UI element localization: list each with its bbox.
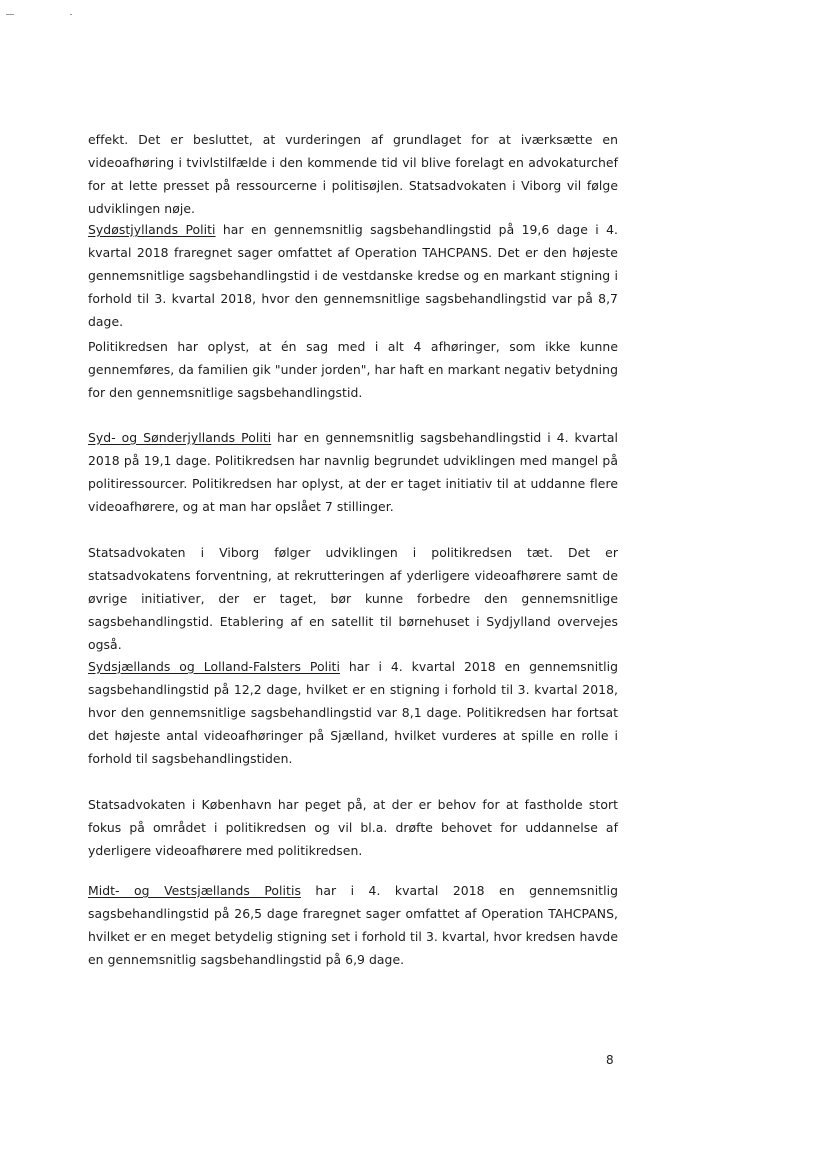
paragraph-syd-og-sonderjyllands-politi <box>88 426 618 518</box>
paragraph-sydostjyllands-politi <box>88 218 618 333</box>
paragraph-statsadvokaten-kobenhavn <box>88 793 618 862</box>
paragraph-text: Statsadvokaten i København har peget på, at der er behov for at fastholde stort fokus på området i politikredsen og vil bl.a. drøfte behovet for uddannelse af yderligere videoafhørere med politikredsen. <box>88 797 618 858</box>
paragraph-midt-og-vestsjaellands-politi <box>88 879 618 971</box>
paragraph-video-interview-assessment <box>88 128 618 220</box>
paragraph-text: har en gennemsnitlig sagsbehandlingstid på 19,6 dage i 4. kvartal 2018 fraregnet sager omfattet af Operation TAHCPANS. Det er den højeste gennemsnitlige sagsbehandlingstid i de vestdanske kredse og en markant stigning i forhold til 3. kvartal 2018, hvor den gennemsnitlige sagsbehandlingstid var på 8,7 dage. <box>88 222 618 329</box>
paragraph-text: Statsadvokaten i Viborg følger udviklingen i politikredsen tæt. Det er statsadvokatens forventning, at rekrutteringen af yderligere videoafhørere samt de øvrige initiativer, der er taget, bør kunne forbedre den gennemsnitlige sagsbehandlingstid. Etablering af en satellit til børnehuset i Sydjylland overvejes også. <box>88 545 618 652</box>
police-district-name: Midt- og Vestsjællands Politis <box>88 883 301 898</box>
scan-artifact-mark <box>6 14 14 15</box>
paragraph-text: har en gennemsnitlig sagsbehandlingstid i 4. kvartal 2018 på 19,1 dage. Politikredsen har navnlig begrundet udviklingen med mangel på politiressourcer. Politikredsen har oplyst, at der er taget initiativ til at uddanne flere videoafhørere, og at man har opslået 7 stillinger. <box>88 430 618 514</box>
paragraph-statsadvokaten-viborg <box>88 541 618 656</box>
paragraph-text: effekt. Det er besluttet, at vurderingen af grundlaget for at iværksætte en videoafhøring i tvivlstilfælde i den kommende tid vil blive forelagt en advokaturchef for at lette presset på ressourcerne i politisøjlen. Statsadvokaten i Viborg vil følge udviklingen nøje. <box>88 132 618 216</box>
paragraph-text: har i 4. kvartal 2018 en gennemsnitlig sagsbehandlingstid på 26,5 dage fraregnet sager omfattet af Operation TAHCPANS, hvilket er en meget betydelig stigning set i forhold til 3. kvartal, hvor kredsen havde en gennemsnitlig sagsbehandlingstid på 6,9 dage. <box>88 883 618 967</box>
page-number: 8 <box>606 1053 614 1067</box>
scan-artifact-mark <box>70 14 72 15</box>
police-district-name: Sydøstjyllands Politi <box>88 222 216 237</box>
police-district-name: Syd- og Sønderjyllands Politi <box>88 430 272 445</box>
paragraph-text: har i 4. kvartal 2018 en gennemsnitlig sagsbehandlingstid på 12,2 dage, hvilket er en stigning i forhold til 3. kvartal 2018, hvor den gennemsnitlige sagsbehandlingstid var 8,1 dage. Politikredsen har fortsat det højeste antal videoafhøringer på Sjælland, hvilket vurderes at spille en rolle i forhold til sagsbehandlingstiden. <box>88 659 619 766</box>
paragraph-sydsjaellands-og-lolland-falsters-politi <box>88 655 618 770</box>
police-district-name: Sydsjællands og Lolland-Falsters Politi <box>88 659 340 674</box>
paragraph-case-explanation <box>88 335 618 404</box>
paragraph-text: Politikredsen har oplyst, at én sag med i alt 4 afhøringer, som ikke kunne gennemføres, da familien gik "under jorden", har haft en markant negativ betydning for den gennemsnitlige sagsbehandlingstid. <box>88 339 618 400</box>
